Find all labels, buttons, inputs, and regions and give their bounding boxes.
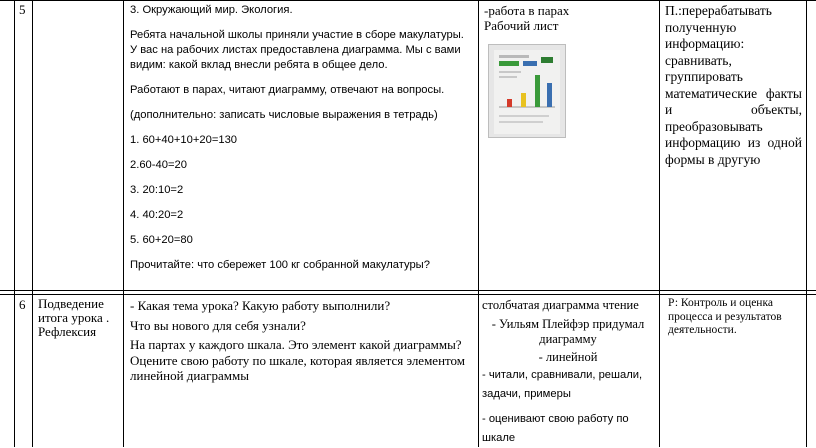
row-number: 6 [19, 297, 26, 312]
expression: 4. 40:20=2 [130, 209, 184, 221]
activity-cell [130, 298, 472, 384]
table-border [123, 0, 124, 447]
work-line: - линейной [538, 350, 598, 364]
expression: 1. 60+40+10+20=130 [130, 134, 238, 146]
work-line: столбчатая диаграмма чтение [482, 298, 639, 312]
activity-question: - Какая тема урока? Какую работу выполнили? [130, 298, 391, 313]
skills-cell: П.:перерабатывать полученную информацию: сравнивать, группировать математические факты и объекты, преобразовывать информацию из одной формы в другую [665, 3, 802, 167]
worksheet-photo-icon [489, 45, 565, 137]
expression: 5. 60+20=80 [130, 234, 193, 246]
table-border [478, 0, 479, 447]
activity-instruction: Работают в парах, читают диаграмму, отвечают на вопросы. [130, 84, 445, 96]
table-border [0, 294, 816, 295]
worksheet-photo [488, 44, 566, 138]
work-line: - Уильям Плейфэр придумал диаграмму [491, 317, 645, 346]
activity-intro: Ребята начальной школы приняли участие в сборе макулатуры. У вас на рабочих листах предоставлена диаграмма. Мы с вами видим: какой вклад внесли ребята в общее дело. [130, 29, 464, 71]
activity-question: На партах у каждого шкала. Это элемент какой диаграммы? Оцените свою работу по шкале, которая является элементом линейной диаграммы [130, 337, 466, 383]
work-cell [484, 3, 654, 33]
expression: 3. 20:10=2 [130, 184, 184, 196]
work-line: Рабочий лист [484, 18, 559, 33]
work-cell [482, 298, 654, 448]
table-border [0, 290, 816, 291]
activity-question: Прочитайте: что сбережет 100 кг собранной макулатуры? [130, 259, 430, 271]
work-line: - читали, сравнивали, решали, задачи, примеры [482, 369, 643, 400]
activity-extra: (дополнительно: записать числовые выражения в тетрадь) [130, 109, 438, 121]
table-border [0, 0, 816, 1]
row-number: 5 [19, 2, 26, 17]
expression: 2.60-40=20 [130, 159, 187, 171]
table-border [806, 0, 807, 447]
table-border [14, 0, 15, 447]
activity-cell [130, 3, 468, 283]
work-line: - оценивают свою работу по шкале [482, 413, 629, 444]
skills-cell: Р: Контроль и оценка процесса и результатов деятельности. [668, 297, 782, 336]
activity-heading: 3. Окружающий мир. Экология. [130, 4, 293, 16]
table-border [659, 0, 660, 447]
stage-cell: Подведение итога урока . Рефлексия [38, 296, 110, 339]
table-border [32, 0, 33, 447]
work-line: -работа в парах [484, 3, 570, 18]
activity-question: Что вы нового для себя узнали? [130, 317, 306, 333]
